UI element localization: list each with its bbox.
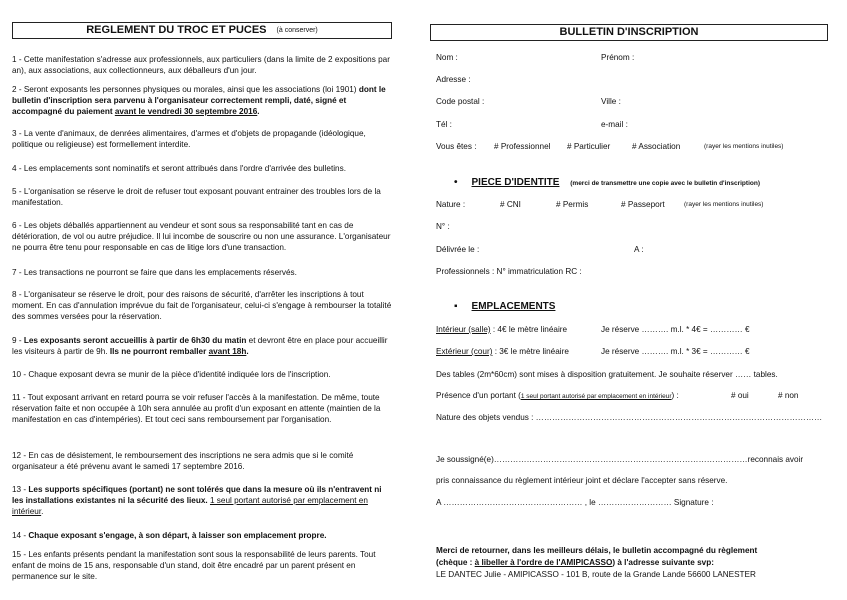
numero-label: N° : <box>436 222 450 231</box>
rule-12: 12 - En cas de désistement, le remboursement des inscriptions ne sera admis que si le comité organisateur a été prévenu avant le samedi 17 septembre 2016. <box>12 451 354 471</box>
option-permis[interactable]: # Permis <box>556 200 589 209</box>
option-non[interactable]: # non <box>778 391 799 400</box>
professionnels-rc-label: Professionnels : N° immatriculation RC : <box>436 267 582 276</box>
rayer-note-2: (rayer les mentions inutiles) <box>684 201 764 208</box>
prenom-label: Prénom : <box>601 53 635 62</box>
rule-4: 4 - Les emplacements sont nominatifs et seront attribués dans l'ordre d'arrivée des bulletins. <box>12 164 346 173</box>
rule-15: 15 - Les enfants présents pendant la manifestation sont sous la responsabilité de leurs parents. Tout enfant de moins de 15 ans, responsable d'un stand, doit être encadré par un parent présent en permanence sur le site. <box>12 550 376 581</box>
bulletin-title: BULLETIN D'INSCRIPTION <box>430 24 828 41</box>
rule-1: 1 - Cette manifestation s'adresse aux professionnels, aux particuliers (dans la limite de 2 expositions par an), aux associations, aux collectionneurs, aux déballeurs d'un jour. <box>12 55 390 75</box>
reglement-title: REGLEMENT DU TROC ET PUCES (à conserver) <box>12 22 392 39</box>
exterieur-tarif: Extérieur (cour) : 3€ le mètre linéaire <box>436 347 569 356</box>
rule-13: 13 - Les supports spécifiques (portant) ne sont tolérés que dans la mesure où ils n'entravent ni les installations existantes ni la sécurité des lieux. 1 seul portant autorisé par emplacement en intérieur. <box>12 485 382 516</box>
rule-11: 11 - Tout exposant arrivant en retard pourra se voir refuser l'accès à la manifestation. De même, toute réservation faite et non occupée à 10h sera annulée au profit d'un exposant en attente (maintien de la manifestation en cas d'intempéries). Et tout ceci sans remboursement par l'organisation. <box>12 393 381 424</box>
nom-label: Nom : <box>436 53 458 62</box>
rule-14: 14 - Chaque exposant s'engage, à son départ, à laisser son emplacement propre. <box>12 531 327 540</box>
vous-etes-label: Vous êtes : <box>436 142 477 151</box>
rule-8: 8 - L'organisateur se réserve le droit, pour des raisons de sécurité, d'arrêter les inscriptions à tout moment. En cas d'annulation imprévue du fait de l'organisateur, celui-ci s'engage à rembourser la totalité des sommes versées pour la réservation. <box>12 290 392 321</box>
tel-label: Tél : <box>436 120 452 129</box>
exterieur-reserve: Je réserve ………. m.l. * 3€ = ………… € <box>601 347 750 356</box>
soussigne-line: Je soussigné(e)…………………………………………………………………………………reconnais avoir <box>436 455 804 464</box>
nature-label: Nature : <box>436 200 466 209</box>
adresse-retour: LE DANTEC Julie - AMIPICASSO - 101 B, route de la Grande Lande 56600 LANESTER <box>436 570 756 579</box>
delivree-label: Délivrée le : <box>436 245 480 254</box>
rayer-note-1: (rayer les mentions inutiles) <box>704 143 784 150</box>
option-oui[interactable]: # oui <box>731 391 749 400</box>
interieur-reserve: Je réserve ………. m.l. * 4€ = ………… € <box>601 325 750 334</box>
merci-line-1: Merci de retourner, dans les meilleurs délais, le bulletin accompagné du règlement <box>436 546 758 555</box>
tables-line: Des tables (2m*60cm) sont mises à disposition gratuitement. Je souhaite réserver …… tables. <box>436 370 778 379</box>
rule-10: 10 - Chaque exposant devra se munir de la pièce d'identité indiquée lors de l'inscription. <box>12 370 331 379</box>
option-passeport[interactable]: # Passeport <box>621 200 665 209</box>
piece-note: (merci de transmettre une copie avec le bulletin d'inscription) <box>570 180 760 187</box>
title-note: (à conserver) <box>276 26 318 34</box>
portant-line: Présence d'un portant (1 seul portant autorisé par emplacement en intérieur) : <box>436 391 679 400</box>
rule-2: 2 - Seront exposants les personnes physiques ou morales, ainsi que les associations (loi 1901) dont le bulletin d'inscription sera parvenu à l'organisateur correctement rempli, daté, signé et accompagné du paiement avant le vendredi 30 septembre 2016. <box>12 85 386 116</box>
connaissance-line: pris connaissance du règlement intérieur joint et déclare l'accepter sans réserve. <box>436 476 728 485</box>
rule-3: 3 - La vente d'animaux, de denrées alimentaires, d'armes et d'objets de propagande (idéologique, politique ou religieuse) est formellement interdite. <box>12 129 366 149</box>
piece-identite-heading: • PIECE D'IDENTITE (merci de transmettre une copie avec le bulletin d'inscription) <box>454 177 760 188</box>
ville-label: Ville : <box>601 97 621 106</box>
nature-objets-line: Nature des objets vendus : …………………………………………………………………………………………… <box>436 413 823 422</box>
option-professionnel[interactable]: # Professionnel <box>494 142 551 151</box>
lieu-label: A : <box>634 245 644 254</box>
option-particulier[interactable]: # Particulier <box>567 142 611 151</box>
rule-7: 7 - Les transactions ne pourront se faire que dans les emplacements réservés. <box>12 268 297 277</box>
rule-5: 5 - L'organisation se réserve le droit de refuser tout exposant pouvant entrainer des troubles lors de la manifestation. <box>12 187 381 207</box>
option-cni[interactable]: # CNI <box>500 200 521 209</box>
code-postal-label: Code postal : <box>436 97 485 106</box>
rule-6: 6 - Les objets déballés appartiennent au vendeur et sont sous sa responsabilité tant en cas de détérioration, de vol ou autre préjudice. Il lui incombe de souscrire ou non une assurance. L'organisateur ne pourra être tenu pour responsable en cas de litige lors d'une transaction. <box>12 221 391 252</box>
email-label: e-mail : <box>601 120 628 129</box>
option-association[interactable]: # Association <box>632 142 681 151</box>
signature-line: A …………………………………………… , le ……………………… Signature : <box>436 498 714 507</box>
emplacements-heading: ▪ EMPLACEMENTS <box>454 301 556 312</box>
rule-9: 9 - Les exposants seront accueillis à partir de 6h30 du matin et devront être en place pour accueillir les visiteurs à partir de 9h. Ils ne pourront remballer avant 18h. <box>12 336 388 356</box>
merci-line-2: (chèque : à libeller à l'ordre de l'AMIPICASSO) à l'adresse suivante svp: <box>436 558 714 567</box>
interieur-tarif: Intérieur (salle) : 4€ le mètre linéaire <box>436 325 568 334</box>
adresse-label: Adresse : <box>436 75 471 84</box>
